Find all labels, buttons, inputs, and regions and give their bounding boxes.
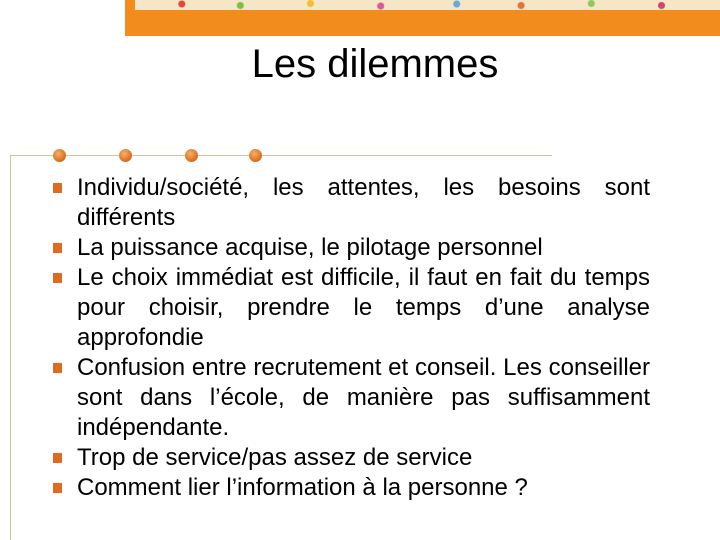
bullet-item: [50, 353, 650, 443]
bullet-item: [50, 233, 650, 263]
square-bullet-icon: [53, 243, 62, 253]
vertical-divider: [10, 155, 11, 540]
square-bullet-icon: [53, 483, 62, 493]
square-bullet-icon: [53, 363, 62, 373]
divider-dot: [185, 149, 198, 162]
floral-pattern: [135, 0, 720, 10]
bullet-item: [50, 173, 650, 233]
bullet-item: [50, 443, 650, 473]
square-bullet-icon: [53, 273, 62, 283]
square-bullet-icon: [53, 453, 62, 463]
slide-title: Les dilemmes: [251, 42, 499, 86]
bullet-text: Confusion entre recrutement et conseil. Les conseiller sont dans l’école, de manière pas suffisamment indépendante.: [77, 354, 650, 441]
horizontal-divider: [10, 155, 552, 156]
bullet-text: Trop de service/pas assez de service: [77, 444, 473, 471]
divider-dot: [119, 149, 132, 162]
square-bullet-icon: [53, 183, 62, 193]
bullet-item: [50, 473, 650, 503]
bullet-text: La puissance acquise, le pilotage personnel: [77, 234, 543, 261]
bullet-text: Le choix immédiat est difficile, il faut en fait du temps pour choisir, prendre le temps d’une analyse approfondie: [77, 264, 650, 351]
divider-dot: [53, 149, 66, 162]
bullet-item: [50, 263, 650, 353]
decorative-banner: [125, 0, 720, 36]
bullet-list: [50, 173, 650, 503]
divider-dot: [249, 149, 262, 162]
bullet-text: Comment lier l’information à la personne ?: [77, 474, 528, 501]
bullet-text: Individu/société, les attentes, les besoins sont différents: [77, 174, 650, 231]
